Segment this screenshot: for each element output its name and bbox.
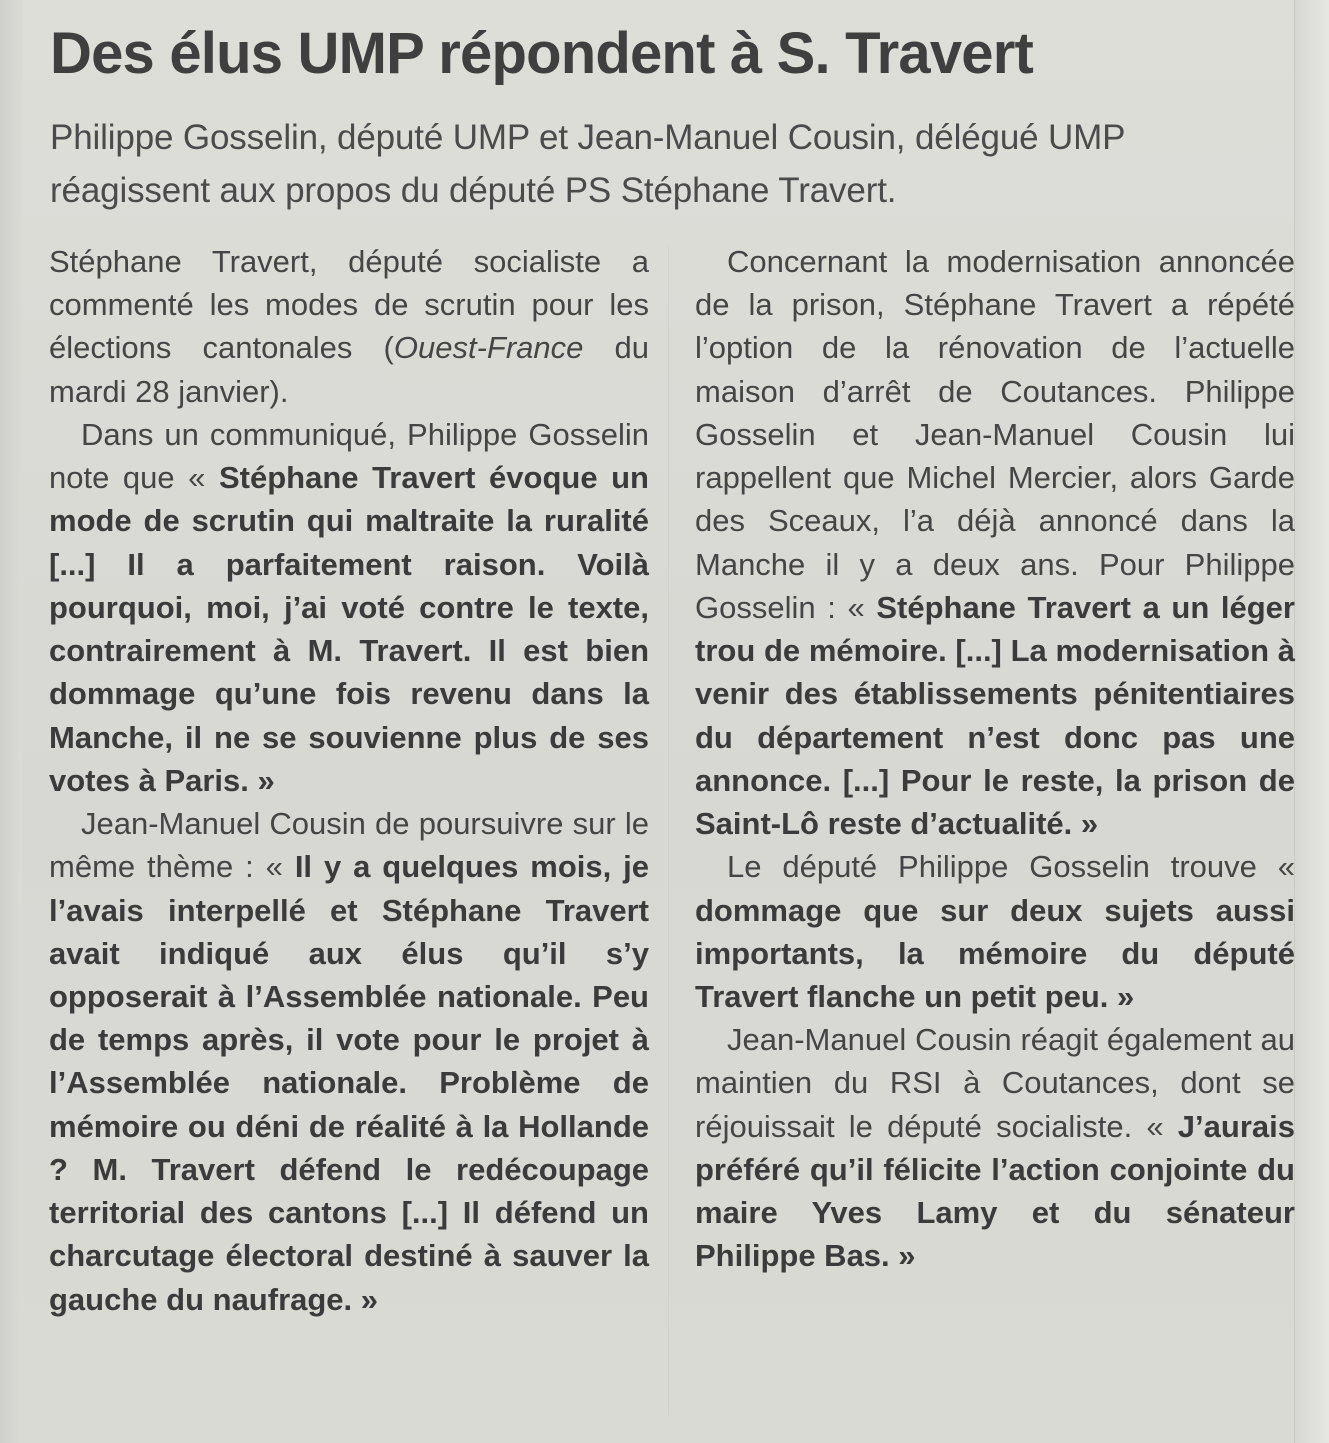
left-paragraph-1-start: Stéphane Travert, député socialiste a commenté les modes de scrutin pour les élections cantonales (: [49, 244, 649, 366]
left-column: [49, 240, 649, 1321]
right-paragraph-3: [695, 1018, 1295, 1277]
left-paragraph-2: [49, 413, 649, 802]
left-paragraph-1: [49, 240, 649, 413]
article-headline: Des élus UMP répondent à S. Travert: [50, 21, 1034, 86]
left-paragraph-3-lead: Jean-Manuel Cousin de poursuivre sur le même thème : «: [49, 806, 649, 885]
right-paragraph-2: [695, 845, 1295, 1018]
scan-right-edge: [1294, 0, 1329, 1443]
right-paragraph-1: [695, 240, 1295, 845]
memory-quote: dommage que sur deux sujets aussi importants, la mémoire du député Travert flanche un petit peu. »: [695, 892, 1295, 1014]
right-paragraph-3-lead: Jean-Manuel Cousin réagit également au maintien du RSI à Coutances, dont se réjouissait le député socialiste. «: [695, 1022, 1295, 1144]
rsi-quote: J’aurais préféré qu’il félicite l’action conjointe du maire Yves Lamy et du sénateur Philippe Bas. »: [695, 1108, 1295, 1274]
left-paragraph-1-end: du mardi 28 janvier).: [49, 330, 649, 409]
right-column: [695, 240, 1295, 1278]
left-paragraph-3: [49, 802, 649, 1321]
gosselin-quote: Stéphane Travert évoque un mode de scrutin qui maltraite la ruralité [...] Il a parfaitement raison. Voilà pourquoi, moi, j’ai voté contre le texte, contrairement à M. Travert. Il est bien dommage qu’une fois revenu dans la Manche, il ne se souvienne plus de ses votes à Paris. »: [49, 460, 649, 798]
column-divider: [668, 245, 669, 1415]
newspaper-title: Ouest-France: [393, 330, 584, 366]
prison-quote: Stéphane Travert a un léger trou de mémoire. [...] La modernisation à venir des établissements pénitentiaires du département n’est donc pas une annonce. [...] Pour le reste, la prison de Saint-Lô reste d’actualité. »: [695, 589, 1295, 842]
article-deck: Philippe Gosselin, député UMP et Jean-Manuel Cousin, délégué UMP réagissent aux propos du député PS Stéphane Travert.: [50, 118, 1125, 210]
cousin-quote: Il y a quelques mois, je l’avais interpellé et Stéphane Travert avait indiqué aux élus qu’il s’y opposerait à l’Assemblée nationale. Peu de temps après, il vote pour le projet à l’Assemblée nationale. Problème de mémoire ou déni de réalité à la Hollande ? M. Travert défend le redécoupage territorial des cantons [...] Il défend un charcutage électoral destiné à sauver la gauche du naufrage. »: [49, 849, 650, 1317]
right-paragraph-2-lead: Le député Philippe Gosselin trouve «: [727, 849, 1295, 885]
right-paragraph-1-lead: Concernant la modernisation annoncée de la prison, Stéphane Travert a répété l’option de la rénovation de l’actuelle maison d’arrêt de Coutances. Philippe Gosselin et Jean-Manuel Cousin lui rappellent que Michel Mercier, alors Garde des Sceaux, l’a déjà annoncé dans la Manche il y a deux ans. Pour Philippe Gosselin : «: [695, 244, 1295, 625]
scan-left-edge: [0, 0, 22, 1443]
left-paragraph-2-lead: Dans un communiqué, Philippe Gosselin note que «: [49, 416, 649, 496]
